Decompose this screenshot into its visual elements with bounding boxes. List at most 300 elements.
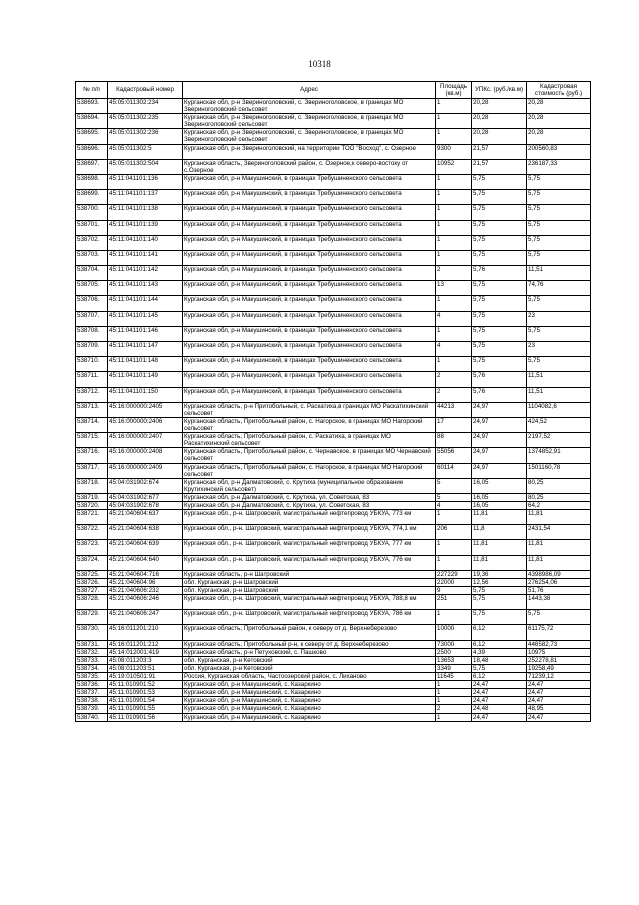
cadastral-value-cell: 24,47 [527,713,591,721]
address-cell: Курганская обл, р-н Макушинский, в границах Требушиненского сельсовета [183,205,436,220]
address-cell: Курганская обл, р-н Макушинский, в границах Требушиненского сельсовета [183,250,436,265]
row-number-cell: 538733. [76,656,108,664]
area-cell: 55056 [436,448,472,463]
cadastral-value-cell: 23 [527,311,591,326]
table-row [76,713,591,721]
cadastral-number-cell: 45:11:041101:145 [108,311,183,326]
upks-cell: 20,28 [472,129,527,144]
area-cell: 2500 [436,648,472,656]
upks-cell: 5,75 [472,664,527,672]
cadastral-value-cell: 5,75 [527,174,591,189]
address-cell: обл. Курганская, р-н Шатровский [183,578,436,586]
header-num: № п/п [76,82,108,99]
area-cell: 13 [436,281,472,296]
address-cell: Курганская обл, р-н Далматовский, с. Крутиха, ул. Советская, 83 [183,493,436,501]
upks-cell: 24,97 [472,433,527,448]
cadastral-value-cell: 5,75 [527,357,591,372]
upks-cell: 5,75 [472,281,527,296]
area-cell: 10000 [436,625,472,640]
address-cell: обл. Курганская, р-н Кетовский [183,656,436,664]
address-cell: Курганская обл, р-н Макушинский, с. Казаркино [183,713,436,721]
table-row [76,266,591,281]
row-number-cell: 538697. [76,159,108,174]
cadastral-value-cell: 236187,33 [527,159,591,174]
address-cell: обл. Курганская, р-н Кетовский [183,664,436,672]
row-number-cell: 538734. [76,664,108,672]
table-row [76,610,591,625]
area-cell: 2 [436,372,472,387]
area-cell: 1 [436,555,472,570]
cadastral-number-cell: 45:11:041101:139 [108,220,183,235]
address-cell: Курганская обл, р-н Макушинский, в границах Требушиненского сельсовета [183,311,436,326]
header-value: Кадастровая стоимость (руб.) [527,82,591,99]
area-cell: 4 [436,311,472,326]
cadastral-number-cell: 45:21:040606:232 [108,587,183,595]
row-number-cell: 538732. [76,648,108,656]
area-cell: 206 [436,525,472,540]
upks-cell: 20,28 [472,114,527,129]
cadastral-number-cell: 45:11:010901:53 [108,689,183,697]
table-row [76,625,591,640]
row-number-cell: 538727. [76,587,108,595]
cadastral-number-cell: 45:16:011201:212 [108,640,183,648]
cadastral-value-cell: 11,81 [527,555,591,570]
row-number-cell: 538714. [76,417,108,432]
upks-cell: 5,75 [472,311,527,326]
upks-cell: 24,47 [472,697,527,705]
table-row [76,433,591,448]
row-number-cell: 538707. [76,311,108,326]
upks-cell: 24,48 [472,705,527,713]
cadastral-value-cell: 5,75 [527,296,591,311]
upks-cell: 5,75 [472,296,527,311]
address-cell: Курганская обл, р-н Макушинский, в границах Требушиненского сельсовета [183,387,436,402]
cadastral-value-cell: 5,75 [527,235,591,250]
area-cell: 1 [436,713,472,721]
upks-cell: 18,48 [472,656,527,664]
area-cell: 1 [436,689,472,697]
table-row [76,250,591,265]
cadastral-number-cell: 45:16:011201:210 [108,625,183,640]
row-number-cell: 538715. [76,433,108,448]
area-cell: 1 [436,357,472,372]
cadastral-value-cell: 5,75 [527,205,591,220]
row-number-cell: 538696. [76,144,108,159]
table-row [76,681,591,689]
address-cell: Курганская обл., р-н. Шатровский, магистральный нефтепровод УБКУА, 786 км [183,610,436,625]
address-cell: Курганская обл., р-н. Шатровский, магистральный нефтепровод УБКУА, 773 км [183,510,436,525]
upks-cell: 11,81 [472,540,527,555]
cadastral-value-cell: 276254,06 [527,578,591,586]
cadastral-number-cell: 45:11:041101:140 [108,235,183,250]
cadastral-value-cell: 2431,54 [527,525,591,540]
address-cell: Курганская обл, р-н Макушинский, в границах Требушиненского сельсовета [183,220,436,235]
cadastral-value-cell: 80,25 [527,478,591,493]
table-row [76,205,591,220]
address-cell: Курганская обл, р-н Макушинский, в границах Требушиненского сельсовета [183,357,436,372]
table-row [76,493,591,501]
cadastral-value-cell: 1374852,91 [527,448,591,463]
address-cell: Курганская обл., р-н. Шатровский, магистральный нефтепровод УБКУА, 788,8 км [183,595,436,610]
cadastral-table [75,81,591,722]
table-row [76,159,591,174]
area-cell: 1 [436,610,472,625]
area-cell: 227229 [436,570,472,578]
upks-cell: 5,75 [472,357,527,372]
cadastral-number-cell: 45:11:041101:149 [108,372,183,387]
address-cell: Курганская обл, р-н Далматовский, с. Крутиха, ул. Советская, 83 [183,501,436,509]
cadastral-value-cell: 5,75 [527,326,591,341]
address-cell: Курганская область, Притобольный район, с. Чернавское, в границах МО Чернавский сельсовет [183,448,436,463]
upks-cell: 5,75 [472,610,527,625]
upks-cell: 24,47 [472,713,527,721]
cadastral-number-cell: 45:11:010901:52 [108,681,183,689]
area-cell: 1 [436,190,472,205]
area-cell: 88 [436,433,472,448]
table-row [76,587,591,595]
cadastral-value-cell: 64,2 [527,501,591,509]
cadastral-value-cell: 48,95 [527,705,591,713]
upks-cell: 5,75 [472,595,527,610]
cadastral-value-cell: 252278,81 [527,656,591,664]
header-area: Площадь (кв.м) [436,82,472,99]
row-number-cell: 538718. [76,478,108,493]
address-cell: Курганская обл., р-н. Шатровский, магистральный нефтепровод УБКУА, 777 км [183,540,436,555]
table-row [76,342,591,357]
address-cell: Курганская обл, р-н Макушинский, в границах Требушиненского сельсовета [183,372,436,387]
upks-cell: 11,81 [472,555,527,570]
upks-cell: 5,76 [472,387,527,402]
row-number-cell: 538713. [76,402,108,417]
upks-cell: 11,81 [472,510,527,525]
upks-cell: 16,05 [472,501,527,509]
address-cell: Курганская обл, р-н Макушинский, в границах Требушиненского сельсовета [183,266,436,281]
cadastral-number-cell: 45:05:011302:234 [108,99,183,114]
area-cell: 1 [436,510,472,525]
upks-cell: 5,75 [472,326,527,341]
header-upks: УПКс. (руб./кв.м) [472,82,527,99]
row-number-cell: 538721. [76,510,108,525]
cadastral-number-cell: 45:11:041101:143 [108,281,183,296]
area-cell: 22000 [436,578,472,586]
row-number-cell: 538723. [76,540,108,555]
cadastral-value-cell: 23 [527,342,591,357]
cadastral-value-cell: 5,75 [527,610,591,625]
area-cell: 11645 [436,673,472,681]
cadastral-number-cell: 45:16:000000:2409 [108,463,183,478]
upks-cell: 24,97 [472,463,527,478]
row-number-cell: 538719. [76,493,108,501]
address-cell: Курганская область, Притобольный район, с. Нагорское, в границах МО Нагорский сельсовет [183,417,436,432]
upks-cell: 5,75 [472,220,527,235]
address-cell: Курганская обл, р-н Звериноголовский, на территории ТОО "Восход", с. Озерное [183,144,436,159]
cadastral-value-cell: 446582,73 [527,640,591,648]
area-cell: 1 [436,296,472,311]
table-row [76,501,591,509]
cadastral-number-cell: 45:11:041101:146 [108,326,183,341]
table-row [76,190,591,205]
row-number-cell: 538700. [76,205,108,220]
table-row [76,595,591,610]
upks-cell: 21,57 [472,159,527,174]
row-number-cell: 538731. [76,640,108,648]
address-cell: Курганская обл, р-н Далматовский, с. Крутиха (муниципальное образование Крутихинский сельсовет) [183,478,436,493]
address-cell: Курганская область, р-н Притобольный, с. Раскатиха,в границах МО Раскатихинский сельсовет [183,402,436,417]
area-cell: 5 [436,493,472,501]
cadastral-value-cell: 2197,52 [527,433,591,448]
cadastral-number-cell: 45:11:010901:54 [108,697,183,705]
upks-cell: 24,47 [472,681,527,689]
row-number-cell: 538704. [76,266,108,281]
cadastral-value-cell: 5,75 [527,220,591,235]
row-number-cell: 538720. [76,501,108,509]
upks-cell: 11,8 [472,525,527,540]
table-row [76,281,591,296]
area-cell: 5 [436,478,472,493]
row-number-cell: 538705. [76,281,108,296]
address-cell: Курганская обл, р-н Макушинский, в границах Требушиненского сельсовета [183,326,436,341]
address-cell: Курганская обл, р-н Макушинский, с. Казаркино [183,689,436,697]
row-number-cell: 538710. [76,357,108,372]
address-cell: Курганская область, р-н Шатровский [183,570,436,578]
upks-cell: 24,97 [472,402,527,417]
upks-cell: 5,75 [472,235,527,250]
table-row [76,525,591,540]
cadastral-value-cell: 11,51 [527,387,591,402]
area-cell: 1 [436,174,472,189]
upks-cell: 24,47 [472,689,527,697]
cadastral-number-cell: 45:04:031902:678 [108,501,183,509]
area-cell: 2 [436,705,472,713]
area-cell: 17 [436,417,472,432]
row-number-cell: 538716. [76,448,108,463]
row-number-cell: 538698. [76,174,108,189]
row-number-cell: 538695. [76,129,108,144]
cadastral-value-cell: 74,76 [527,281,591,296]
cadastral-number-cell: 45:21:040604:639 [108,540,183,555]
cadastral-number-cell: 45:21:040604:716 [108,570,183,578]
cadastral-value-cell: 24,47 [527,697,591,705]
upks-cell: 6,12 [472,625,527,640]
area-cell: 1 [436,540,472,555]
upks-cell: 6,12 [472,673,527,681]
table-row [76,705,591,713]
table-row [76,99,591,114]
cadastral-value-cell: 51,76 [527,587,591,595]
address-cell: Курганская область, Притобольный район, с. Нагорское, в границах МО Нагорский сельсовет [183,463,436,478]
cadastral-value-cell: 24,47 [527,689,591,697]
area-cell: 2 [436,387,472,402]
address-cell: Курганская обл, р-н Макушинский, в границах Требушиненского сельсовета [183,342,436,357]
upks-cell: 19,36 [472,570,527,578]
upks-cell: 16,05 [472,478,527,493]
address-cell: Курганская обл, р-н Звериноголовский, с. Звериноголовское, в границах МО Звериноголовский сельсовет [183,114,436,129]
upks-cell: 6,12 [472,640,527,648]
cadastral-value-cell: 1104082,6 [527,402,591,417]
cadastral-value-cell: 11,81 [527,540,591,555]
table-row [76,402,591,417]
address-cell: Курганская обл, р-н Макушинский, в границах Требушиненского сельсовета [183,174,436,189]
row-number-cell: 538735. [76,673,108,681]
table-row [76,463,591,478]
cadastral-number-cell: 45:19:010501:91 [108,673,183,681]
table-row [76,220,591,235]
table-row [76,478,591,493]
row-number-cell: 538703. [76,250,108,265]
address-cell: Курганская обл, р-н Макушинский, в границах Требушиненского сельсовета [183,281,436,296]
address-cell: Россия, Курганская область, Частоозерский район, с. Лиханово [183,673,436,681]
row-number-cell: 538726. [76,578,108,586]
area-cell: 1 [436,114,472,129]
table-row [76,326,591,341]
row-number-cell: 538730. [76,625,108,640]
address-cell: обл. Курганская, р-н Шатровский [183,587,436,595]
cadastral-number-cell: 45:11:041101:147 [108,342,183,357]
address-cell: Курганская обл., р-н. Шатровский, магистральный нефтепровод УБКУА, 774,1 км [183,525,436,540]
table-row [76,689,591,697]
cadastral-number-cell: 45:11:041101:144 [108,296,183,311]
upks-cell: 12,56 [472,578,527,586]
address-cell: Курганская обл, р-н Макушинский, с. Казаркино [183,705,436,713]
address-cell: Курганская обл, р-н Макушинский, в границах Требушиненского сельсовета [183,190,436,205]
cadastral-number-cell: 45:21:040604:637 [108,510,183,525]
cadastral-value-cell: 11,51 [527,266,591,281]
cadastral-number-cell: 45:16:000000:2405 [108,402,183,417]
cadastral-number-cell: 45:11:041101:137 [108,190,183,205]
cadastral-number-cell: 45:21:040604:640 [108,555,183,570]
cadastral-number-cell: 45:05:011302:235 [108,114,183,129]
upks-cell: 5,75 [472,205,527,220]
address-cell: Курганская обл, р-н Звериноголовский, с. Звериноголовское, в границах МО Звериноголовский сельсовет [183,129,436,144]
cadastral-value-cell: 5,75 [527,190,591,205]
cadastral-number-cell: 45:11:041101:136 [108,174,183,189]
area-cell: 1 [436,250,472,265]
cadastral-value-cell: 200560,83 [527,144,591,159]
row-number-cell: 538711. [76,372,108,387]
address-cell: Курганская обл, р-н Макушинский, с. Казаркино [183,697,436,705]
cadastral-number-cell: 45:21:040604:96 [108,578,183,586]
area-cell: 4 [436,342,472,357]
area-cell: 1 [436,326,472,341]
page-number: 10318 [308,59,331,69]
cadastral-value-cell: 20,28 [527,129,591,144]
row-number-cell: 538708. [76,326,108,341]
area-cell: 1 [436,235,472,250]
upks-cell: 5,75 [472,174,527,189]
cadastral-value-cell: 5,75 [527,250,591,265]
table-row [76,114,591,129]
area-cell: 1 [436,697,472,705]
address-cell: Курганская обл., р-н. Шатровский, магистральный нефтепровод УБКУА, 776 км [183,555,436,570]
cadastral-number-cell: 45:21:040604:638 [108,525,183,540]
header-address: Адрес [183,82,436,99]
upks-cell: 20,28 [472,99,527,114]
row-number-cell: 538694. [76,114,108,129]
cadastral-number-cell: 45:11:041101:141 [108,250,183,265]
cadastral-number-cell: 45:05:011302:504 [108,159,183,174]
cadastral-number-cell: 45:14:012001:419 [108,648,183,656]
cadastral-value-cell: 11,51 [527,372,591,387]
table-row [76,311,591,326]
table-row [76,372,591,387]
upks-cell: 21,57 [472,144,527,159]
cadastral-number-cell: 45:04:031902:674 [108,478,183,493]
area-cell: 1 [436,205,472,220]
address-cell: Курганская обл, р-н Макушинский, в границах Требушиненского сельсовета [183,296,436,311]
cadastral-number-cell: 45:11:041101:142 [108,266,183,281]
upks-cell: 5,75 [472,250,527,265]
table-row [76,357,591,372]
upks-cell: 24,97 [472,417,527,432]
upks-cell: 5,76 [472,266,527,281]
area-cell: 3349 [436,664,472,672]
cadastral-value-cell: 61175,72 [527,625,591,640]
table-row [76,417,591,432]
area-cell: 9 [436,587,472,595]
address-cell: Курганская область, р-н Петуховский, с. Пашково [183,648,436,656]
area-cell: 1 [436,220,472,235]
area-cell: 60114 [436,463,472,478]
cadastral-value-cell: 80,25 [527,493,591,501]
area-cell: 9300 [436,144,472,159]
header-cadastral: Кадастровый номер [108,82,183,99]
row-number-cell: 538706. [76,296,108,311]
area-cell: 1 [436,681,472,689]
row-number-cell: 538724. [76,555,108,570]
row-number-cell: 538728. [76,595,108,610]
upks-cell: 5,75 [472,587,527,595]
cadastral-number-cell: 45:21:040606:246 [108,595,183,610]
cadastral-number-cell: 45:08:011203:3 [108,656,183,664]
address-cell: Курганская область, Притобольный район, к северу от д. Верхнеберезово [183,625,436,640]
table-row [76,555,591,570]
row-number-cell: 538725. [76,570,108,578]
area-cell: 1 [436,99,472,114]
cadastral-number-cell: 45:16:000000:2407 [108,433,183,448]
row-number-cell: 538729. [76,610,108,625]
table-row [76,174,591,189]
row-number-cell: 538736. [76,681,108,689]
row-number-cell: 538701. [76,220,108,235]
cadastral-number-cell: 45:21:040606:247 [108,610,183,625]
cadastral-value-cell: 24,47 [527,681,591,689]
table-row [76,664,591,672]
table-row [76,578,591,586]
row-number-cell: 538709. [76,342,108,357]
table-row [76,648,591,656]
table-row [76,540,591,555]
table-row [76,296,591,311]
row-number-cell: 538738. [76,697,108,705]
cadastral-value-cell: 424,52 [527,417,591,432]
row-number-cell: 538693. [76,99,108,114]
row-number-cell: 538712. [76,387,108,402]
upks-cell: 5,75 [472,190,527,205]
area-cell: 73000 [436,640,472,648]
row-number-cell: 538717. [76,463,108,478]
table-row [76,640,591,648]
row-number-cell: 538722. [76,525,108,540]
upks-cell: 5,75 [472,342,527,357]
table-row [76,656,591,664]
upks-cell: 5,76 [472,372,527,387]
address-cell: Курганская обл, р-н Звериноголовский, с. Звериноголовское, в границах МО Звериноголовский сельсовет [183,99,436,114]
cadastral-value-cell: 20,28 [527,114,591,129]
row-number-cell: 538739. [76,705,108,713]
area-cell: 13653 [436,656,472,664]
cadastral-number-cell: 45:08:011203:51 [108,664,183,672]
cadastral-number-cell: 45:11:041101:138 [108,205,183,220]
